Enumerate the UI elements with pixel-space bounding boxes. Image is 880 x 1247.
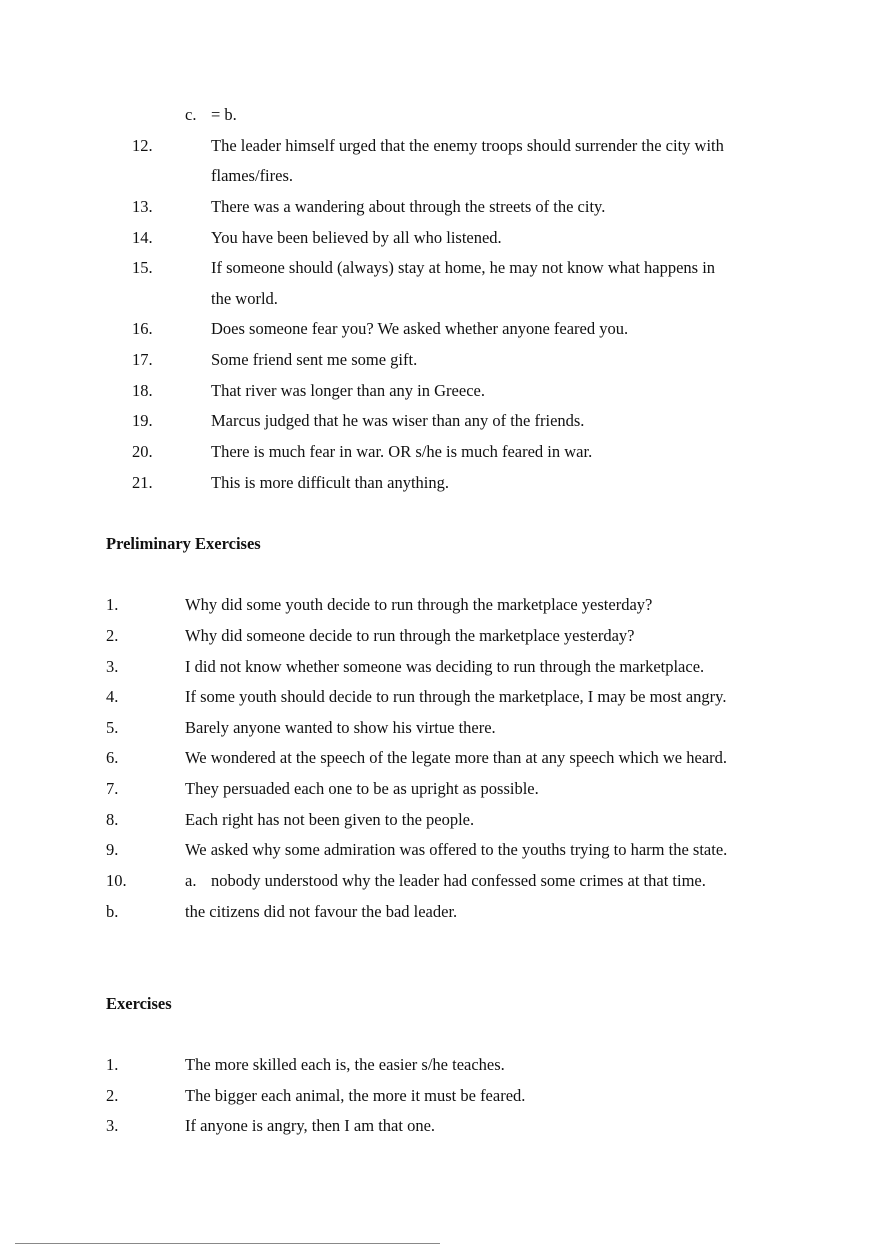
- item-text: The leader himself urged that the enemy troops should surrender the city with: [211, 135, 724, 155]
- item-text: If some youth should decide to run through the marketplace, I may be most angry.: [185, 687, 727, 707]
- list-item: [0, 1050, 880, 1081]
- item-number: 10.: [106, 871, 127, 891]
- item-number: 1.: [106, 595, 119, 615]
- list-item: [0, 406, 880, 437]
- item-text: nobody understood why the leader had confessed some crimes at that time.: [211, 871, 706, 891]
- item-number: 8.: [106, 809, 119, 829]
- item-number: 3.: [106, 656, 119, 676]
- list-item: [0, 682, 880, 713]
- item-text: If anyone is angry, then I am that one.: [185, 1116, 436, 1136]
- item-text: The bigger each animal, the more it must be feared.: [185, 1085, 526, 1105]
- list-item: [0, 192, 880, 223]
- item-text: Marcus judged that he was wiser than any of the friends.: [211, 411, 585, 431]
- list-item: [0, 835, 880, 866]
- sub-item-label: a.: [185, 871, 197, 891]
- item-number: 2.: [106, 1085, 119, 1105]
- list-item: [0, 805, 880, 836]
- item-text: the world.: [211, 288, 278, 308]
- item-text: There is much fear in war. OR s/he is much feared in war.: [211, 442, 593, 462]
- item-number: 12.: [132, 135, 153, 155]
- item-text: = b.: [211, 105, 237, 124]
- item-text: The more skilled each is, the easier s/he teaches.: [185, 1054, 505, 1074]
- document-page: [0, 100, 880, 1142]
- item-text: Some friend sent me some gift.: [211, 350, 418, 370]
- item-number: 2.: [106, 625, 119, 645]
- list-item: [0, 743, 880, 774]
- list-item: [0, 223, 880, 254]
- item-label: c.: [185, 105, 197, 124]
- section-heading-exercises: Exercises: [106, 993, 172, 1013]
- list-item: [0, 621, 880, 652]
- list-item: [0, 376, 880, 407]
- list-item: [0, 437, 880, 468]
- item-number: 18.: [132, 380, 153, 400]
- item-text: They persuaded each one to be as upright as possible.: [185, 779, 539, 799]
- item-number: 14.: [132, 227, 153, 247]
- list-item: [0, 314, 880, 345]
- item-text: We wondered at the speech of the legate more than at any speech which we heard.: [185, 748, 728, 768]
- list-item: [0, 713, 880, 744]
- item-number: 6.: [106, 748, 119, 768]
- item-number: 7.: [106, 779, 119, 799]
- item-number: 9.: [106, 840, 119, 860]
- item-number: 20.: [132, 442, 153, 462]
- list-item: [0, 590, 880, 621]
- list-item: [0, 468, 880, 499]
- list-item: [0, 131, 880, 162]
- item-number: 5.: [106, 717, 119, 737]
- item-number: 16.: [132, 319, 153, 339]
- item-text: Why did some youth decide to run through the marketplace yesterday?: [185, 595, 653, 615]
- item-text: I did not know whether someone was deciding to run through the marketplace.: [185, 656, 705, 676]
- item-text: Does someone fear you? We asked whether anyone feared you.: [211, 319, 629, 339]
- list-item: [0, 1081, 880, 1112]
- list-item: [0, 253, 880, 284]
- item-text: the citizens did not favour the bad leader.: [185, 901, 458, 921]
- item-number: b.: [106, 901, 119, 921]
- item-number: 13.: [132, 196, 153, 216]
- item-text: Each right has not been given to the people.: [185, 809, 475, 829]
- item-text: We asked why some admiration was offered to the youths trying to harm the state.: [185, 840, 728, 860]
- item-number: 3.: [106, 1116, 119, 1136]
- item-number: 4.: [106, 687, 119, 707]
- item-text: There was a wandering about through the streets of the city.: [211, 196, 606, 216]
- item-text: You have been believed by all who listened.: [211, 227, 502, 247]
- list-item-continuation: [0, 284, 880, 315]
- list-item: [0, 652, 880, 683]
- item-text: flames/fires.: [211, 166, 294, 186]
- list-item: [0, 774, 880, 805]
- item-number: 15.: [132, 258, 153, 278]
- item-number: 19.: [132, 411, 153, 431]
- list-item: [0, 1111, 880, 1142]
- section-heading-preliminary: Preliminary Exercises: [106, 533, 261, 553]
- list-item: [0, 866, 880, 897]
- list-item: [0, 897, 880, 928]
- footnote-separator: [15, 1243, 440, 1244]
- item-number: 21.: [132, 472, 153, 492]
- item-text: Barely anyone wanted to show his virtue there.: [185, 717, 496, 737]
- list-item-continuation: [0, 161, 880, 192]
- list-item: [0, 345, 880, 376]
- item-text: Why did someone decide to run through the marketplace yesterday?: [185, 625, 635, 645]
- item-text: This is more difficult than anything.: [211, 472, 449, 492]
- list-item-c: [0, 100, 880, 131]
- item-text: That river was longer than any in Greece.: [211, 380, 485, 400]
- item-text: If someone should (always) stay at home, he may not know what happens in: [211, 258, 716, 278]
- item-number: 1.: [106, 1054, 119, 1074]
- item-number: 17.: [132, 350, 153, 370]
